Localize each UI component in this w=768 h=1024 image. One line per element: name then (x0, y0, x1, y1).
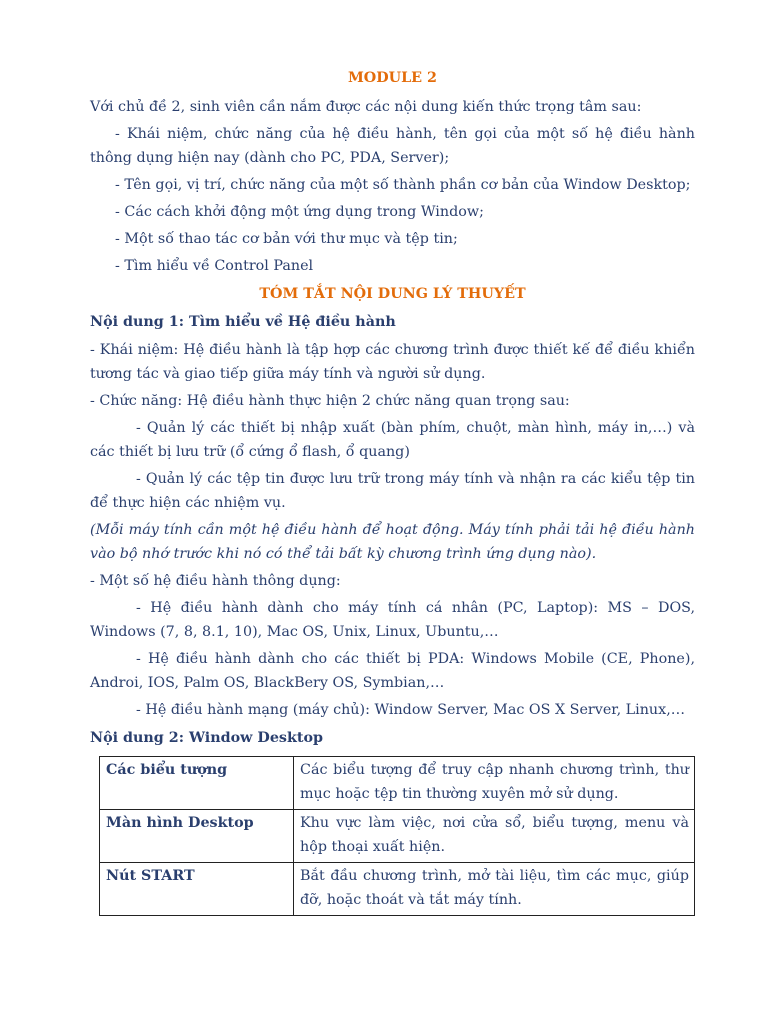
os-common-item: - Hệ điều hành dành cho máy tính cá nhân (PC, Laptop): MS – DOS, Windows (7, 8, 8.1, 10), Mac OS, Unix, Linux, Ubuntu,… (90, 600, 695, 640)
objective-item: - Khái niệm, chức năng của hệ điều hành, tên gọi của một số hệ điều hành thông dụng hiện nay (dành cho PC, PDA, Server); (90, 126, 695, 166)
os-note: (Mỗi máy tính cần một hệ điều hành để hoạt động. Máy tính phải tải hệ điều hành vào bộ nhớ trước khi nó có thể tải bất kỳ chương trình ứng dụng nào). (90, 522, 695, 562)
os-common-item: - Hệ điều hành mạng (máy chủ): Window Server, Mac OS X Server, Linux,… (136, 702, 686, 718)
summary-title: TÓM TẮT NỘI DUNG LÝ THUYẾT (259, 286, 526, 302)
desktop-components-table (99, 756, 695, 916)
objective-item: - Tên gọi, vị trí, chức năng của một số thành phần cơ bản của Window Desktop; (115, 177, 691, 193)
document-page (90, 66, 695, 916)
objective-item: - Các cách khởi động một ứng dụng trong Window; (115, 204, 484, 220)
os-common-intro: - Một số hệ điều hành thông dụng: (90, 573, 341, 589)
os-common-item: - Hệ điều hành dành cho các thiết bị PDA: Windows Mobile (CE, Phone), Androi, IOS, Palm OS, BlackBery OS, Symbian,… (90, 651, 695, 691)
table-desc: Khu vực làm việc, nơi cửa sổ, biểu tượng, menu và hộp thoại xuất hiện. (294, 810, 695, 863)
module-title: MODULE 2 (347, 70, 438, 86)
table-term: Nút START (100, 863, 294, 916)
section2-heading: Nội dung 2: Window Desktop (90, 730, 324, 746)
table-term: Màn hình Desktop (100, 810, 294, 863)
table-desc: Bắt đầu chương trình, mở tài liệu, tìm các mục, giúp đỡ, hoặc thoát và tắt máy tính. (294, 863, 695, 916)
table-term: Các biểu tượng (100, 757, 294, 810)
table-desc: Các biểu tượng để truy cập nhanh chương trình, thư mục hoặc tệp tin thường xuyên mở sử dụng. (294, 757, 695, 810)
os-function-item: - Quản lý các tệp tin được lưu trữ trong máy tính và nhận ra các kiểu tệp tin để thực hiện các nhiệm vụ. (90, 471, 695, 511)
section1-heading: Nội dung 1: Tìm hiểu về Hệ điều hành (90, 314, 396, 330)
table-row (100, 757, 695, 810)
table-row (100, 810, 695, 863)
os-concept: - Khái niệm: Hệ điều hành là tập hợp các chương trình được thiết kế để điều khiển tương tác và giao tiếp giữa máy tính và người sử dụng. (90, 342, 695, 382)
objective-item: - Tìm hiểu về Control Panel (115, 258, 314, 274)
os-function-item: - Quản lý các thiết bị nhập xuất (bàn phím, chuột, màn hình, máy in,…) và các thiết bị lưu trữ (ổ cứng ổ flash, ổ quang) (90, 420, 695, 460)
os-function-intro: - Chức năng: Hệ điều hành thực hiện 2 chức năng quan trọng sau: (90, 393, 570, 409)
objective-item: - Một số thao tác cơ bản với thư mục và tệp tin; (115, 231, 458, 247)
intro-text: Với chủ đề 2, sinh viên cần nắm được các nội dung kiến thức trọng tâm sau: (90, 99, 642, 115)
table-row (100, 863, 695, 916)
